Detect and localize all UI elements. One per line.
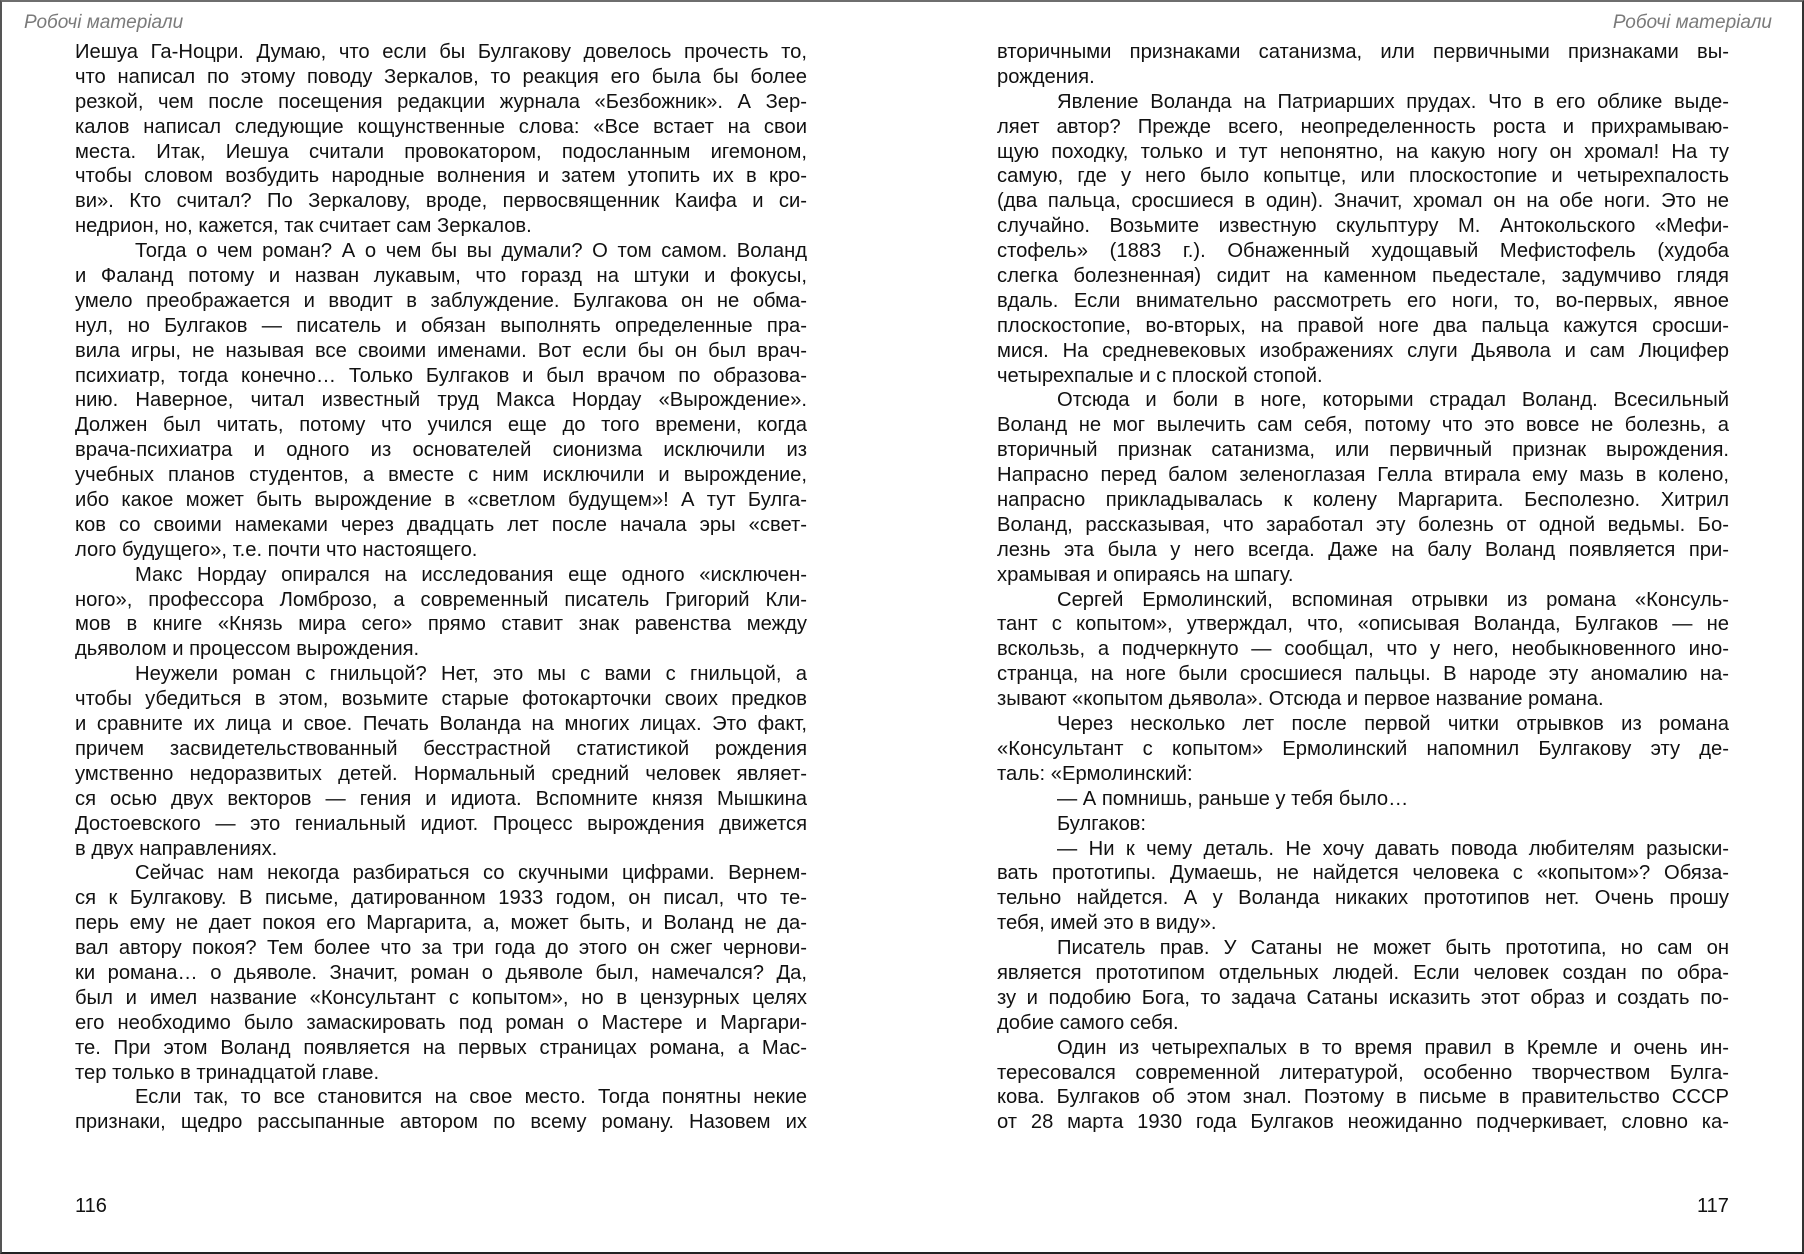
text-line: щую походку, только и тут непонятно, на какую ногу он хромал! На ту	[997, 140, 1729, 163]
text-line: ков со своими намеками через двадцать лет после начала эры «свет-	[75, 513, 807, 536]
text-line: тебя, имей это в виду».	[997, 912, 1217, 935]
left-page-body	[75, 40, 807, 1135]
text-line: является прототипом отдельных людей. Если человек создан по обра-	[997, 961, 1729, 984]
text-line: случайно. Возьмите известную скульптуру М. Антокольского «Мефи-	[997, 215, 1729, 238]
text-line: умственно недоразвитых детей. Нормальный средний человек являет-	[75, 762, 807, 785]
text-line: ся к Булгакову. В письме, датированном 1933 годом, он писал, что те-	[75, 887, 807, 910]
text-line: Писатель прав. У Сатаны не может быть прототипа, но сам он	[1057, 937, 1729, 960]
text-line: резкой, чем после посещения редакции журнала «Безбожник». А Зер-	[75, 90, 807, 113]
text-line: от 28 марта 1930 года Булгаков неожиданно подчеркивает, словно ка-	[997, 1111, 1729, 1134]
text-line: Должен был читать, потому что учился еще до того времени, когда	[75, 414, 807, 437]
text-line: ся осью двух векторов — гения и идиота. Вспомните князя Мышкина	[75, 787, 807, 810]
text-line: «Консультант с копытом» Ермолинский напомнил Булгакову эту де-	[997, 737, 1729, 760]
page-number-right: 117	[1697, 1195, 1729, 1217]
text-line: что написал по этому поводу Зеркалов, то реакция его была бы более	[75, 65, 807, 88]
text-line: слегка болезненная) сидит на каменном пьедестале, задумчиво глядя	[997, 265, 1729, 288]
text-line: зывают «копытом дьявола». Отсюда и первое название романа.	[997, 688, 1604, 711]
text-line: мов в книге «Князь мира сего» прямо ставит знак равенства между	[75, 613, 807, 636]
text-line: Через несколько лет после первой читки отрывков из романа	[1057, 713, 1729, 736]
text-line: стофель» (1883 г.). Обнаженный худощавый Мефистофель (худоба	[997, 240, 1729, 263]
text-line: Сергей Ермолинский, вспоминая отрывки из романа «Консуль-	[1057, 588, 1729, 611]
text-line: Сейчас нам некогда разбираться со скучными цифрами. Вернем-	[135, 862, 807, 885]
text-line: дьяволом и процессом вырождения.	[75, 638, 420, 661]
text-line: кова. Булгаков об этом знал. Поэтому в письме в правительство СССР	[997, 1086, 1729, 1109]
text-line: Иешуа Га-Ноцри. Думаю, что если бы Булгакову довелось прочесть то,	[75, 41, 807, 63]
text-line: чтобы словом возбудить народные волнения и затем утопить их в кро-	[75, 165, 807, 188]
text-line: недрион, но, кажется, так считает сам Зеркалов.	[75, 215, 532, 238]
text-line: Напрасно перед балом зеленоглазая Гелла втирала ему мазь в колено,	[997, 464, 1729, 487]
text-line: Если так, то все становится на свое место. Тогда понятны некие	[135, 1086, 807, 1109]
text-line: и Фаланд потому и назван лукавым, что горазд на штуки и фокусы,	[75, 265, 807, 288]
text-line: вила игры, не называя все своими именами. Вот если бы он был врач-	[75, 339, 807, 362]
text-line: врача-психиатра и одного из основателей сионизма исключили из	[75, 439, 807, 462]
text-line: Отсюда и боли в ноге, которыми страдал Воланд. Всесильный	[1057, 389, 1729, 412]
text-line: в двух направлениях.	[75, 837, 278, 860]
text-line: его необходимо было замаскировать под роман о Мастере и Маргари-	[75, 1011, 807, 1034]
text-line: четырехпалые и с плоской стопой.	[997, 364, 1323, 387]
text-line: вать прототипы. Думаешь, не найдется человека с «копытом»? Обяза-	[997, 862, 1729, 885]
text-line: таль: «Ермолинский:	[997, 762, 1193, 785]
text-line: вторичный признак сатанизма, или первичный признак вырождения.	[997, 439, 1729, 462]
text-line: тант с копытом», утверждал, что, «описывая Воланда, Булгаков — не	[997, 613, 1729, 636]
text-line: странца, на ноге были сросшиеся пальцы. В народе эту аномалию на-	[997, 663, 1729, 686]
text-line: мися. На средневековых изображениях слуги Дьявола и сам Люцифер	[997, 339, 1729, 362]
text-line: лезнь эта была у него всегда. Даже на балу Воланд появляется при-	[997, 538, 1729, 561]
text-line: тер только в тринадцатой главе.	[75, 1061, 380, 1084]
running-head-right: Робочі матеріали	[1612, 12, 1772, 33]
text-line: вдаль. Если внимательно рассмотреть его ноги, то, во-первых, явное	[997, 289, 1729, 312]
text-line: Тогда о чем роман? А о чем бы вы думали? О том самом. Воланд	[135, 240, 807, 263]
text-line: плоскостопие, во-вторых, на правой ноге два пальца кажутся сросши-	[997, 314, 1729, 337]
text-line: напрасно прикладывалась к колену Маргарита. Бесполезно. Хитрил	[997, 489, 1729, 512]
text-line: психиатр, тогда конечно… Только Булгаков и был врачом по образова-	[75, 364, 807, 387]
text-line: храмывая и опираясь на шпагу.	[997, 563, 1294, 586]
text-line: и сравните их лица и свое. Печать Воланда на многих лицах. Это факт,	[75, 713, 807, 736]
text-line: лого будущего», т.е. почти что настоящего.	[75, 538, 478, 561]
text-line: зу и подобию Бога, то задача Сатаны исказить этот образ и создать по-	[997, 986, 1729, 1009]
text-line: умело преображается и вводит в заблуждение. Булгакова он не обма-	[75, 289, 807, 312]
text-line: (два пальца, сросшиеся в один). Значит, хромал он на обе ноги. Это не	[997, 190, 1729, 213]
text-line: самую, где у него было копытце, или плоскостопие и четырехпалость	[997, 165, 1729, 188]
text-line: ляет автор? Прежде всего, неопределенность роста и прихрамываю-	[997, 115, 1729, 138]
text-line: нул, но Булгаков — писатель и обязан выполнять определенные пра-	[75, 314, 807, 337]
text-line: тельно найдется. А у Воланда никаких прототипов нет. Очень прошу	[997, 887, 1729, 910]
text-line: вторичными признаками сатанизма, или первичными признаками вы-	[997, 41, 1729, 63]
text-line: ибо какое может быть вырождение в «светлом будущем»! А тут Булга-	[75, 489, 807, 512]
text-line: чтобы убедиться в этом, возьмите старые фотокарточки своих предков	[75, 688, 807, 711]
text-line: Один из четырехпалых в то время правил в Кремле и очень ин-	[1057, 1036, 1729, 1059]
text-line: Явление Воланда на Патриарших прудах. Что в его облике выде-	[1057, 90, 1729, 113]
text-line: причем засвидетельствованный бесстрастной статистикой рождения	[75, 737, 807, 760]
text-line: — Ни к чему деталь. Не хочу давать повода любителям разыски-	[1057, 837, 1729, 860]
text-line: Неужели роман с гнильцой? Нет, это мы с вами с гнильцой, а	[135, 663, 807, 686]
text-line: те. При этом Воланд появляется на первых страницах романа, а Мас-	[75, 1036, 807, 1059]
text-line: Достоевского — это гениальный идиот. Процесс вырождения движется	[75, 812, 807, 835]
page-number-left: 116	[75, 1195, 107, 1217]
right-page-body	[997, 40, 1729, 1135]
text-line: был и имел название «Консультант с копытом», но в цензурных целях	[75, 986, 807, 1009]
text-line: нию. Наверное, читал известный труд Макса Нордау «Вырождение».	[75, 389, 807, 412]
text-line: ного», профессора Ломброзо, а современный писатель Григорий Кли-	[75, 588, 807, 611]
text-line: вал автору покоя? Тем более что за три года до этого он сжег чернови-	[75, 937, 807, 960]
text-line: калов написал следующие кощунственные слова: «Все встает на свои	[75, 115, 807, 138]
text-line: перь ему не дает покоя его Маргарита, а, может быть, и Воланд не да-	[75, 912, 807, 935]
text-line: учебных планов студентов, а вместе с ним исключили и вырождение,	[75, 464, 807, 487]
text-line: места. Итак, Иешуа считали провокатором, подосланным игемоном,	[75, 140, 807, 163]
text-line: добие самого себя.	[997, 1011, 1179, 1034]
text-line: вскользь, а подчеркнуто — сообщал, что у него, необыкновенного ино-	[997, 638, 1729, 661]
text-line: признаки, щедро рассыпанные автором по всему роману. Назовем их	[75, 1111, 807, 1134]
text-line: рождения.	[997, 65, 1095, 88]
running-head-left: Робочі матеріали	[24, 12, 184, 33]
text-line: ки романа… о дьяволе. Значит, роман о дьяволе был, намечался? Да,	[75, 961, 807, 984]
text-line: Макс Нордау опирался на исследования еще одного «исключен-	[135, 563, 807, 586]
text-line: Воланд не мог вылечить сам себя, потому что это вовсе не болезнь, а	[997, 414, 1729, 437]
text-line: Воланд, рассказывая, что заработал эту болезнь от одной ведьмы. Бо-	[997, 513, 1729, 536]
text-line: тересовался современной литературой, особенно творчеством Булга-	[997, 1061, 1729, 1084]
text-line: — А помнишь, раньше у тебя было…	[1057, 787, 1409, 810]
text-line: Булгаков:	[1057, 812, 1146, 835]
text-line: ви». Кто считал? По Зеркалову, вроде, первосвященник Каифа и си-	[75, 190, 807, 213]
